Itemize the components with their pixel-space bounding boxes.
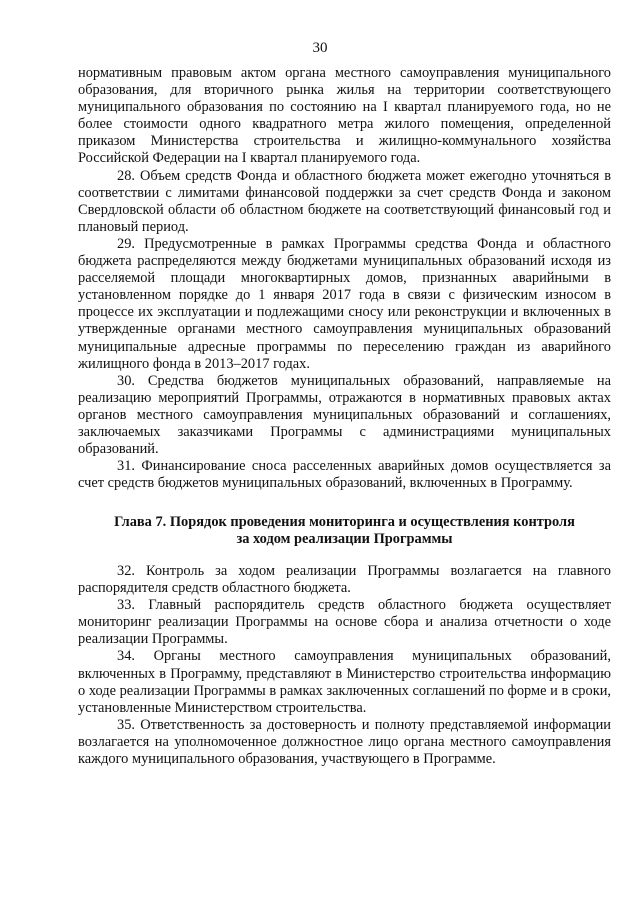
paragraph: 29. Предусмотренные в рамках Программы средства Фонда и областного бюджета распределяются между бюджетами муниципальных образований исходя из расселяемой площади многоквартирных домов, признанных аварийными в установленном порядке до 1 января 2017 года в связи с физическим износом в процессе их эксплуатации и подлежащими сносу или реконструкции и включенных в утвержденные органами местного самоуправления муниципальных образований муниципальные адресные программы по переселению граждан из аварийного жилищного фонда в 2013–2017 годах. <box>78 235 611 372</box>
chapter-heading-line-1: Глава 7. Порядок проведения мониторинга и осуществления контроля <box>114 514 575 530</box>
text-block-before-heading <box>78 65 611 492</box>
page-number: 30 <box>312 40 328 56</box>
text-block-after-heading <box>78 563 611 768</box>
paragraph: 30. Средства бюджетов муниципальных образований, направляемые на реализацию мероприятий Программы, отражаются в нормативных правовых актах органов местного самоуправления муниципальных образований и соглашениях, заключаемых заказчиками Программы с администрациями муниципальных образований. <box>78 372 611 458</box>
chapter-heading-line-2: за ходом реализации Программы <box>236 531 453 547</box>
paragraph: 33. Главный распорядитель средств областного бюджета осуществляет мониторинг реализации Программы на основе сбора и анализа отчетности о ходе реализации Программы. <box>78 597 611 648</box>
paragraph: 32. Контроль за ходом реализации Программы возлагается на главного распорядителя средств областного бюджета. <box>78 563 611 597</box>
paragraph: 35. Ответственность за достоверность и полноту представляемой информации возлагается на уполномоченное должностное лицо органа местного самоуправления каждого муниципального образования, участвующего в Программе. <box>78 716 611 768</box>
chapter-heading <box>78 514 611 548</box>
paragraph: 28. Объем средств Фонда и областного бюджета может ежегодно уточняться в соответствии с лимитами финансовой поддержки за счет средств Фонда и законом Свердловской области об областном бюджете на соответствующий финансовый год и плановый период. <box>78 167 611 235</box>
paragraph: 34. Органы местного самоуправления муниципальных образований, включенных в Программу, представляют в Министерство строительства информацию о ходе реализации Программы в рамках заключенных соглашений по форме и в сроки, установленные Министерством строительства. <box>78 648 611 716</box>
paragraph: 31. Финансирование сноса расселенных аварийных домов осуществляется за счет средств бюджетов муниципальных образований, включенных в Программу. <box>78 458 611 492</box>
paragraph: нормативным правовым актом органа местного самоуправления муниципального образования, для вторичного рынка жилья на территории соответствующего муниципального образования по состоянию на I квартал планируемого года, но не более стоимости одного квадратного метра жилого помещения, определенной приказом Министерства строительства и жилищно-коммунального хозяйства Российской Федерации на I квартал планируемого года. <box>78 65 611 167</box>
